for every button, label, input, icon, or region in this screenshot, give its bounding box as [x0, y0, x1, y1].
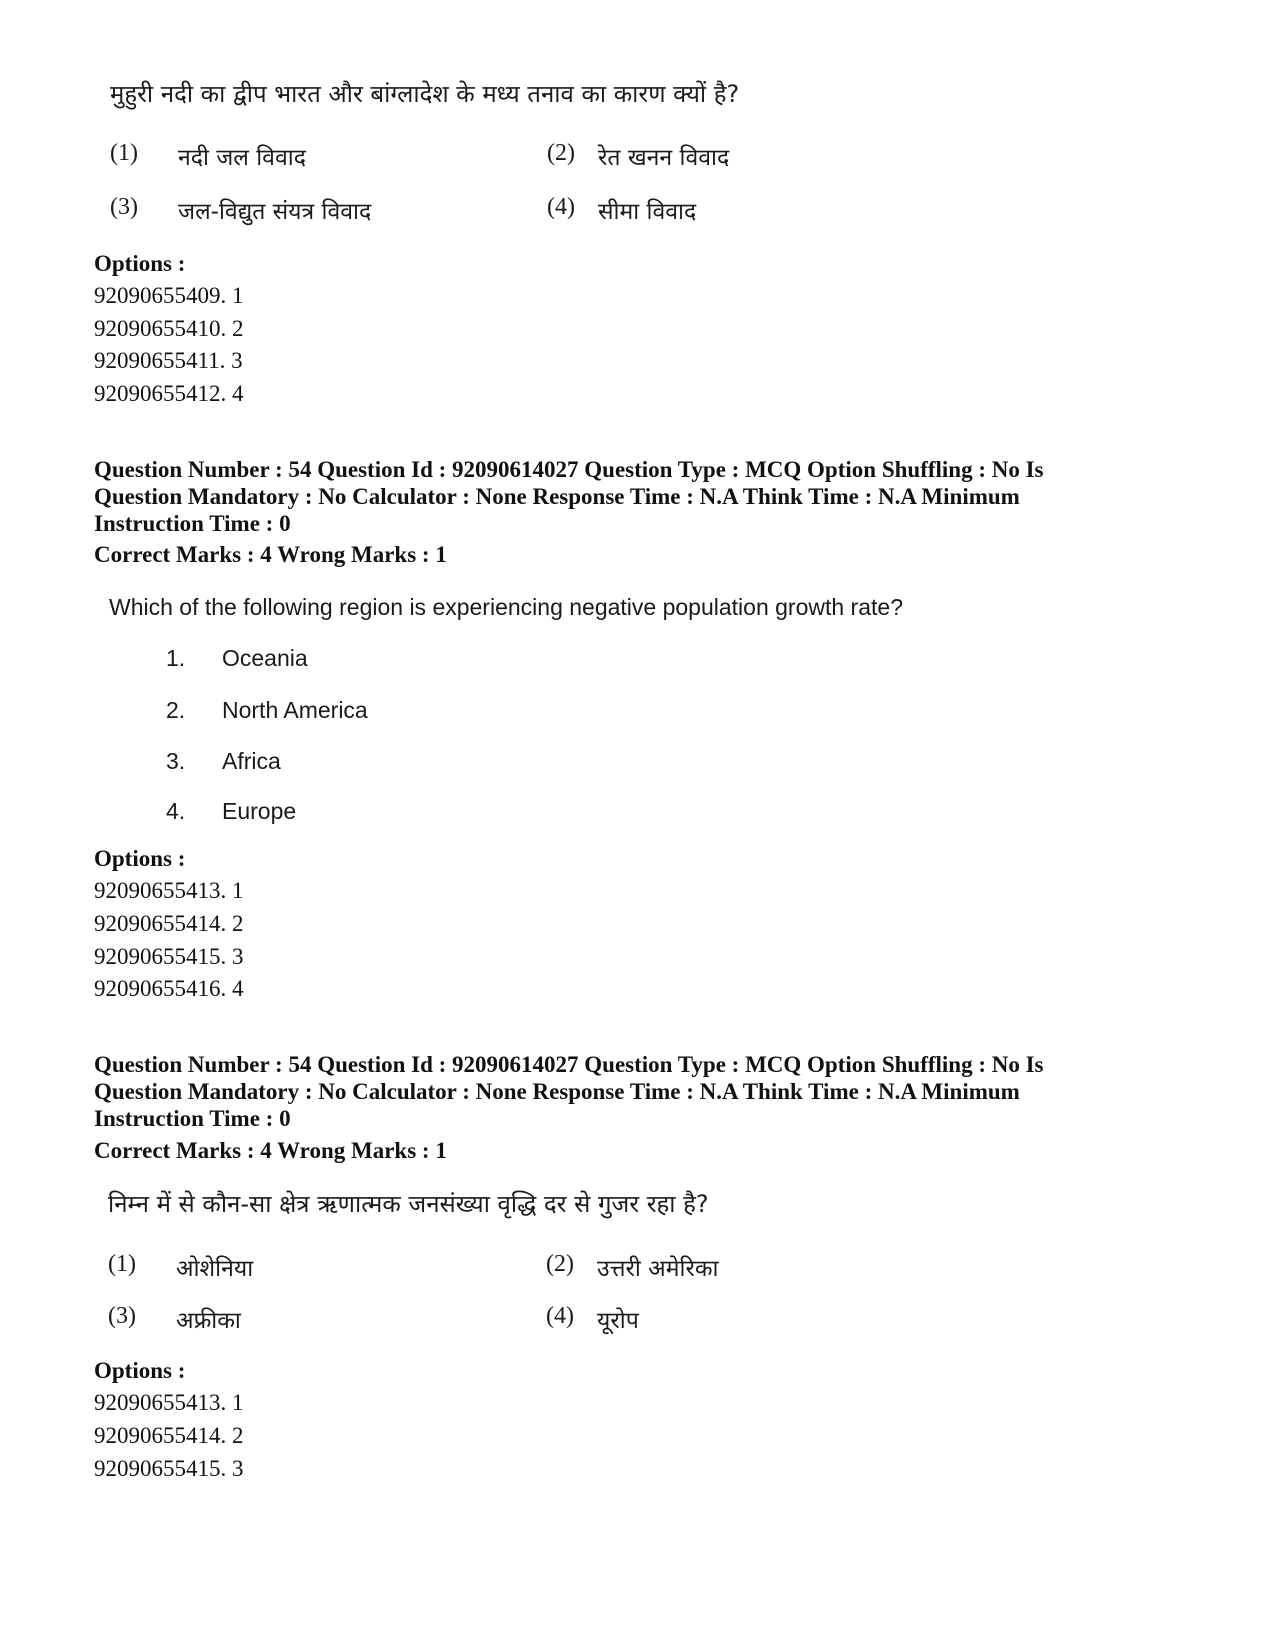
option-id-line: 92090655413. 1 — [94, 878, 244, 903]
choice-text: Africa — [222, 748, 281, 774]
choice-number: (4) — [547, 194, 575, 220]
question-meta — [94, 456, 1194, 537]
choice-number: 3. — [166, 748, 186, 774]
marks-line: Correct Marks : 4 Wrong Marks : 1 — [94, 542, 447, 567]
question-meta-line: Question Number : 54 Question Id : 92090614027 Question Type : MCQ Option Shuffling : No Is — [94, 1052, 1044, 1077]
choice-text: जल-विद्युत संयत्र विवाद — [178, 199, 372, 225]
choice-text: यूरोप — [597, 1308, 639, 1334]
choice-number: (4) — [546, 1303, 574, 1329]
choice-number: 2. — [166, 697, 186, 723]
question-meta-line: Question Number : 54 Question Id : 92090614027 Question Type : MCQ Option Shuffling : No Is — [94, 457, 1044, 482]
option-id-line: 92090655412. 4 — [94, 381, 244, 406]
choice-number: (1) — [108, 1251, 136, 1277]
option-id-line: 92090655411. 3 — [94, 348, 243, 373]
choice-text: Oceania — [222, 645, 308, 671]
choice-text: सीमा विवाद — [598, 199, 697, 225]
choice-text: North America — [222, 697, 368, 723]
choice-number: (3) — [108, 1303, 136, 1329]
question-meta-line: Question Mandatory : No Calculator : None Response Time : N.A Think Time : N.A Minimum — [94, 1079, 1020, 1104]
question-meta-line: Question Mandatory : No Calculator : None Response Time : N.A Think Time : N.A Minimum — [94, 484, 1020, 509]
choice-text: ओशेनिया — [176, 1256, 254, 1282]
options-heading: Options : — [94, 251, 186, 276]
option-id-line: 92090655415. 3 — [94, 1456, 244, 1481]
question-text-hindi-54: निम्न में से कौन-सा क्षेत्र ऋणात्मक जनसंख्या वृद्धि दर से गुजर रहा है? — [108, 1190, 709, 1218]
choice-text: Europe — [222, 798, 297, 824]
choice-text: रेत खनन विवाद — [598, 145, 730, 171]
options-heading: Options : — [94, 846, 186, 871]
option-id-line: 92090655414. 2 — [94, 1423, 244, 1448]
question-text-hindi-53: मुहुरी नदी का द्वीप भारत और बांग्लादेश के मध्य तनाव का कारण क्यों है? — [110, 80, 740, 108]
option-id-line: 92090655409. 1 — [94, 283, 244, 308]
choice-text: उत्तरी अमेरिका — [597, 1256, 719, 1282]
option-id-line: 92090655413. 1 — [94, 1390, 244, 1415]
question-meta — [94, 1051, 1194, 1132]
choice-number: (2) — [547, 140, 575, 166]
option-id-line: 92090655414. 2 — [94, 911, 244, 936]
choice-number: (1) — [110, 140, 138, 166]
choice-text: अफ्रीका — [176, 1308, 241, 1334]
choice-text: नदी जल विवाद — [178, 145, 306, 171]
question-text-english-54: Which of the following region is experiencing negative population growth rate? — [109, 594, 903, 620]
options-heading: Options : — [94, 1358, 186, 1383]
choice-number: (3) — [110, 194, 138, 220]
option-id-line: 92090655416. 4 — [94, 976, 244, 1001]
marks-line: Correct Marks : 4 Wrong Marks : 1 — [94, 1138, 447, 1163]
choice-number: 1. — [166, 645, 186, 671]
option-id-line: 92090655415. 3 — [94, 944, 244, 969]
question-meta-line: Instruction Time : 0 — [94, 511, 291, 536]
choice-number: 4. — [166, 798, 186, 824]
option-id-line: 92090655410. 2 — [94, 316, 244, 341]
question-meta-line: Instruction Time : 0 — [94, 1106, 291, 1131]
choice-number: (2) — [546, 1251, 574, 1277]
